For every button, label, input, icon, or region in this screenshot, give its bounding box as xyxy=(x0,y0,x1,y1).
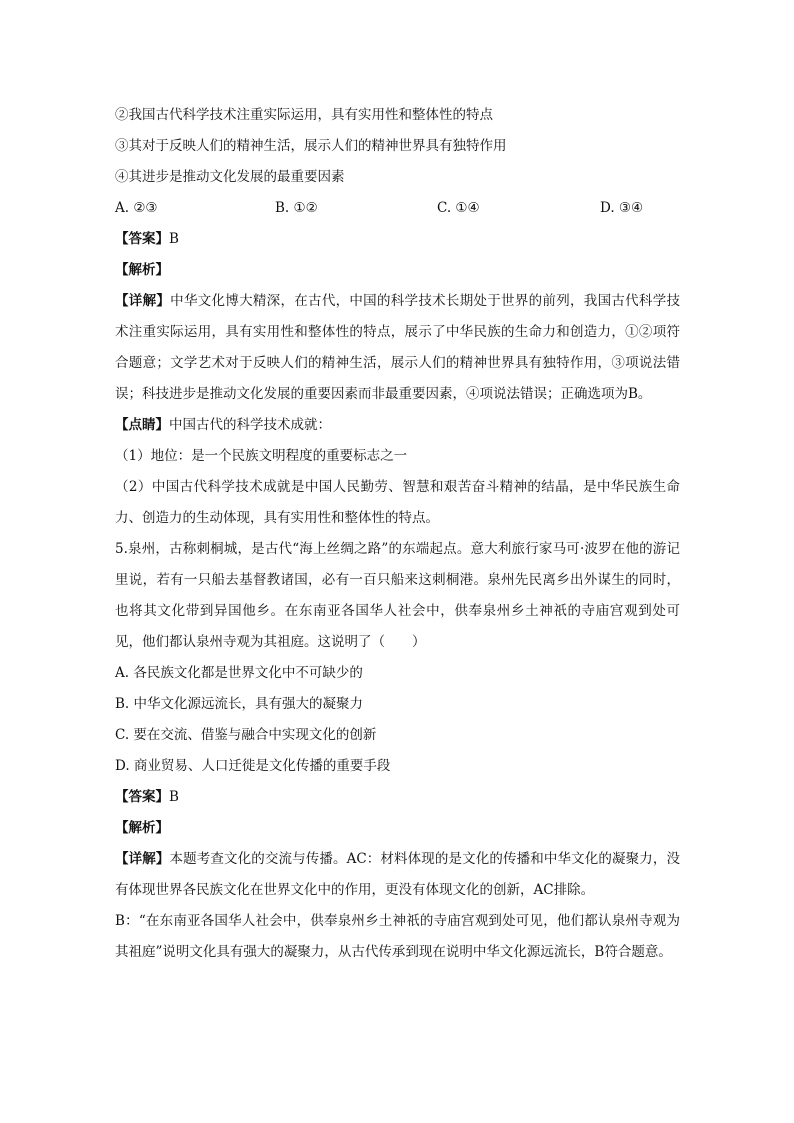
q5-option-a: A. 各民族文化都是世界文化中不可缺少的 xyxy=(115,665,363,681)
q4-detail-text: 中华文化博大精深，在古代，中国的科学技术长期处于世界的前列，我国古代科学技术注重实际运用，具有实用性和整体性的特点，展示了中华民族的生命力和创造力，①②项符合题意；文学艺术对于反映人们的精神生活，展示人们的精神世界具有独特作用，③项说法错误；科技进步是推动文化发展的重要因素而非最重要因素，④项说法错误；正确选项为B。 xyxy=(115,293,681,402)
q4-option-d: D. ③④ xyxy=(600,200,644,216)
q4-option-c: C. ①④ xyxy=(437,200,480,216)
q4-option-a: A. ②③ xyxy=(115,200,158,216)
q5-detail xyxy=(115,844,680,906)
q4-answer-tag: 【答案】 xyxy=(115,231,169,247)
q5-answer xyxy=(115,782,680,813)
q5-option-d: D. 商业贸易、人口迁徙是文化传播的重要手段 xyxy=(115,758,391,774)
q4-options xyxy=(115,193,680,224)
page-content xyxy=(115,100,680,968)
q4-detail xyxy=(115,286,680,410)
q5-answer-value: B xyxy=(169,789,179,805)
q4-point-tag: 【点睛】 xyxy=(115,417,169,433)
q4-point-title: 中国古代的科学技术成就： xyxy=(169,417,331,433)
q4-item-4: ④其进步是推动文化发展的最重要因素 xyxy=(115,169,345,185)
q5-detail-b: B：“在东南亚各国华人社会中，供奉泉州乡土神祇的寺庙宫观到处可见，他们都认泉州寺观为其祖庭”说明文化具有强大的凝聚力，从古代传承到现在说明中华文化源远流长，B符合题意。 xyxy=(115,913,680,960)
q5-option-c: C. 要在交流、借鉴与融合中实现文化的创新 xyxy=(115,727,377,743)
q5-answer-tag: 【答案】 xyxy=(115,789,169,805)
q5-analysis-label: 【解析】 xyxy=(115,820,169,836)
q4-point-2: （2）中国古代科学技术成就是中国人民勤劳、智慧和艰苦奋斗精神的结晶，是中华民族生命力、创造力的生动体现，具有实用性和整体性的特点。 xyxy=(115,479,680,526)
q4-point-1: （1）地位：是一个民族文明程度的重要标志之一 xyxy=(115,448,408,464)
q4-detail-tag: 【详解】 xyxy=(115,293,171,309)
q4-option-b: B. ①② xyxy=(275,200,318,216)
q4-item-2: ②我国古代科学技术注重实际运用，具有实用性和整体性的特点 xyxy=(115,107,493,123)
q4-answer-value: B xyxy=(169,231,179,247)
q4-point xyxy=(115,410,680,441)
q5-detail-text: 本题考查文化的交流与传播。AC：材料体现的是文化的传播和中华文化的凝聚力，没有体现世界各民族文化在世界文化中的作用，更没有体现文化的创新，AC排除。 xyxy=(115,851,681,898)
q4-analysis-label: 【解析】 xyxy=(115,262,169,278)
q5-option-b: B. 中华文化源远流长，具有强大的凝聚力 xyxy=(115,696,364,712)
q4-answer xyxy=(115,224,680,255)
q5-detail-tag: 【详解】 xyxy=(115,851,170,867)
q4-item-3: ③其对于反映人们的精神生活，展示人们的精神世界具有独特作用 xyxy=(115,138,507,154)
q5-stem: 5.泉州，古称刺桐城，是古代“海上丝绸之路”的东端起点。意大利旅行家马可·波罗在他的游记里说，若有一只船去基督教诸国，必有一百只船来这刺桐港。泉州先民离乡出外谋生的同时，也将其文化带到异国他乡。在东南亚各国华人社会中，供奉泉州乡土神祇的寺庙宫观到处可见，他们都认泉州寺观为其祖庭。这说明了（ ） xyxy=(115,541,680,650)
